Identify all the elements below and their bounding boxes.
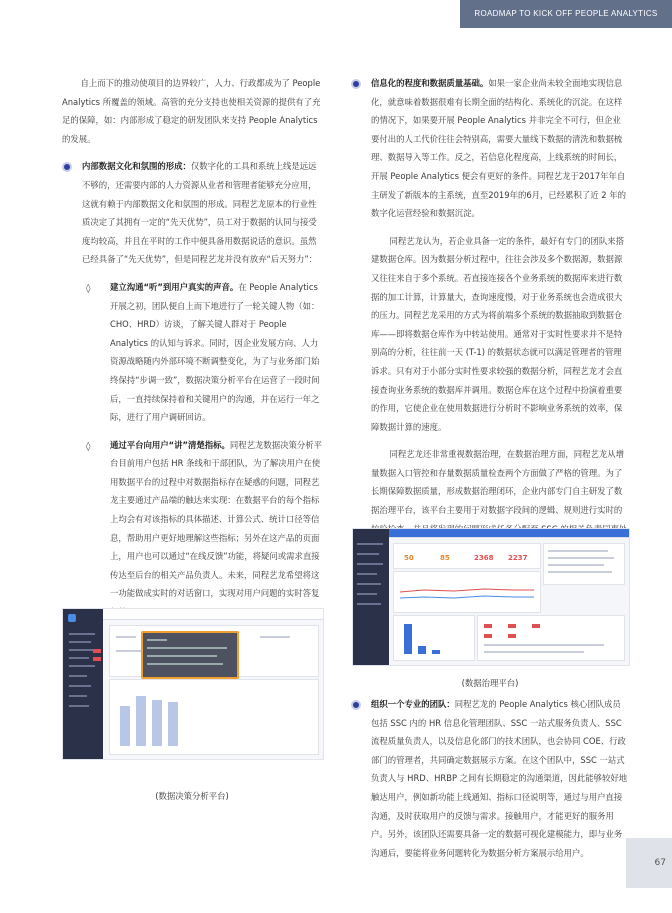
- bullet-text: 如果一家企业尚未较全面地实现信息化，就意味着数据很难有长期全面的结构化、系统化的沉淀。在这样的情况下，如果要开展 People Analytics 并非完全不可行，但企业要付出的人工代价往往会特别高，需要大量线下数据的清洗和数据梳理、数据导入等工作。反之，若信息化程度高，上线系统的时间长，开展 People Analytics 便会有更好的条件。同程艺龙于2017年年自主研发了新版本的主系统，直至2019年的6月，已经累积了近 2 年的数字化运营经验和数据沉淀。: [371, 78, 627, 219]
- page-number-tab: [626, 838, 672, 888]
- bullet-dot-icon: [62, 162, 72, 172]
- mock-sidebar: [353, 529, 389, 665]
- sub-text: 在 People Analytics 开展之初，团队便自上而下地进行了一轮关键人物（如：CHO、HRD）访谈，了解关键人群对于 People Analytics 的认知与诉求。同时，因企业发展方向、人力资源战略随内外部环境不断调整变化，为了与业务部门始终保持“步调一致”，数据决策分析平台在运营了一段时间后，一直持续保持着和关键用户的沟通，并在运行一年之际，进行了用户调研回访。: [110, 281, 320, 423]
- caption-governance-platform: (数据治理平台): [461, 678, 519, 688]
- diamond-icon: ◊: [86, 283, 91, 294]
- sub-item-communication: [82, 278, 324, 427]
- kpi-number: 2368: [474, 554, 494, 562]
- right-para-warehouse: 同程艺龙认为，若企业具备一定的条件，最好有专门的团队来搭建数据仓库。因为数据分析过程中，往往会涉及多个数据源，数据源又往往来自于多个系统。若直接连接各个业务系统的数据库来进行数据的加工计算，计算量大，查询速度慢，对于业务系统也会造成很大的压力。同程艺龙采用的方式为将前端多个系统的数据抽取到数据仓库——即将数据仓库作为中转站使用。通常对于实时性要求并不是特别高的分析，往往前一天 (T-1) 的数据状态就可以满足管理者的管理诉求。只有对于小部分实时性要求较强的数据分析，同程艺龙才会直接查询业务系统的数据库并调用。数据仓库在这个过程中扮演着重要的作用，它使企业在使用数据进行分析时不影响业务系统的效率，保障数据计算的速度。: [371, 235, 624, 432]
- sub-text: 同程艺龙数据决策分析平台目前用户包括 HR 条线和干部团队，为了解决用户在使用数据平台的过程中对数据指标存在疑惑的问题，同程艺龙主要通过产品端的触达来实现：在数据平台的每个指标上均会有对该指标的具体描述、计算公式、统计口径等信息，帮助用户更好地理解这些指标；另外在这产品的页面上，用户也可以通过“在线反馈”功能，将疑问或需求直接传达至后台的相关产品负责人。未来，同程艺龙希望将这一功能做成实时的对话窗口，实现对用户问题的实时答复: [110, 439, 323, 599]
- kpi-number: 50: [404, 554, 414, 562]
- mock-table: [477, 615, 625, 661]
- kpi-number: 2237: [508, 554, 528, 562]
- kpi-number: 85: [440, 554, 450, 562]
- bullet-title: 组织一个专业的团队：: [371, 699, 455, 709]
- mock-bars: [393, 615, 475, 661]
- right-column: [351, 74, 628, 557]
- mock-chart: [109, 679, 319, 755]
- mock-kpi-card: [393, 543, 541, 569]
- sub-title: 建立沟通“听”到用户真实的声音。: [110, 281, 239, 292]
- diamond-icon: ◊: [86, 441, 91, 452]
- bullet-title: 信息化的程度和数据质量基础。: [371, 78, 489, 88]
- left-intro: 自上而下的推动使项目的边界较广，人力、行政都成为了 People Analytics 所覆盖的领域。高管的充分支持也使相关资源的提供有了充足的保障，如：内部形成了稳定的研发团队来支持 People Analytics 的发展。: [62, 78, 321, 144]
- page-number: 67: [654, 858, 666, 868]
- mock-line-chart-svg: [394, 572, 540, 612]
- sub-title: 通过平台向用户“讲”清楚指标。: [110, 439, 230, 450]
- mock-line-chart: [393, 571, 541, 613]
- left-column: [62, 74, 324, 622]
- header-bar: [460, 0, 672, 28]
- bullet-data-culture: [62, 157, 324, 269]
- bullet-text: 同程艺龙的 People Analytics 核心团队成员包括 SSC 内的 HR 信息化管理团队、SSC 一站式服务负责人、SSC 流程质量负责人，以及信息化部门的技术团队，也会协同 COE、行政部门的管理者，共同确定数据展示方案。在这个团队中，SSC 一站式负责人与 HRD、HRBP 之间有长期稳定的沟通渠道，因此能够较好地触达用户，例如新功能上线通知、指标口径说明等，通过与用户直接沟通，及时获取用户的反馈与需求。接触用户，才能更好的服务用户。另外，该团队还需要具备一定的数据可视化建模能力，即与业务沟通后，要能将业务问题转化为数据分析方案展示给用户。: [371, 699, 628, 858]
- figure-governance-platform: [352, 528, 630, 666]
- mock-topbar: [103, 609, 323, 620]
- bullet-dot-icon: [351, 700, 361, 710]
- sub-item-platform: [82, 436, 324, 622]
- header-title: ROADMAP TO KICK OFF PEOPLE ANALYTICS: [474, 9, 658, 18]
- bullet-text: 仅数字化的工具和系统上线是远远不够的，还需要内部的人力资源从业者和管理者能够充分应用，这就有赖于内部数据文化和氛围的形成。同程艺龙原本的行业性质决定了其拥有一定的“先天优势”，员工对于数据的认同与接受度均较高，并且在平时的工作中便具备用数据说话的意识。虽然已经具备了“先天优势”，但是同程艺龙并没有放弃“后天努力”：: [82, 161, 318, 265]
- mock-tooltip: [141, 631, 239, 679]
- right-column-bottom: [351, 695, 628, 862]
- mock-list: [543, 543, 625, 585]
- caption-decision-platform: (数据决策分析平台): [155, 791, 229, 801]
- bullet-info-quality: [351, 74, 628, 223]
- bullet-dot-icon: [351, 79, 361, 89]
- mock-sidebar: [63, 609, 103, 759]
- mock-topbar: [389, 529, 629, 538]
- right-para-governance: 同程艺龙还非常重视数据治理，在数据治理方面，同程艺龙从增量数据入口管控和存量数据质量检查两个方面做了严格的管理。为了长期保障数据质量，形成数据治理闭环，企业内部专门自主研发了数据治理平台，该平台主要用于对数据字段间的逻辑、规则进行实时的: [371, 449, 624, 516]
- bullet-title: 内部数据文化和氛围的形成：: [82, 161, 191, 172]
- bullet-professional-team: [351, 695, 628, 862]
- figure-decision-platform: [62, 608, 324, 760]
